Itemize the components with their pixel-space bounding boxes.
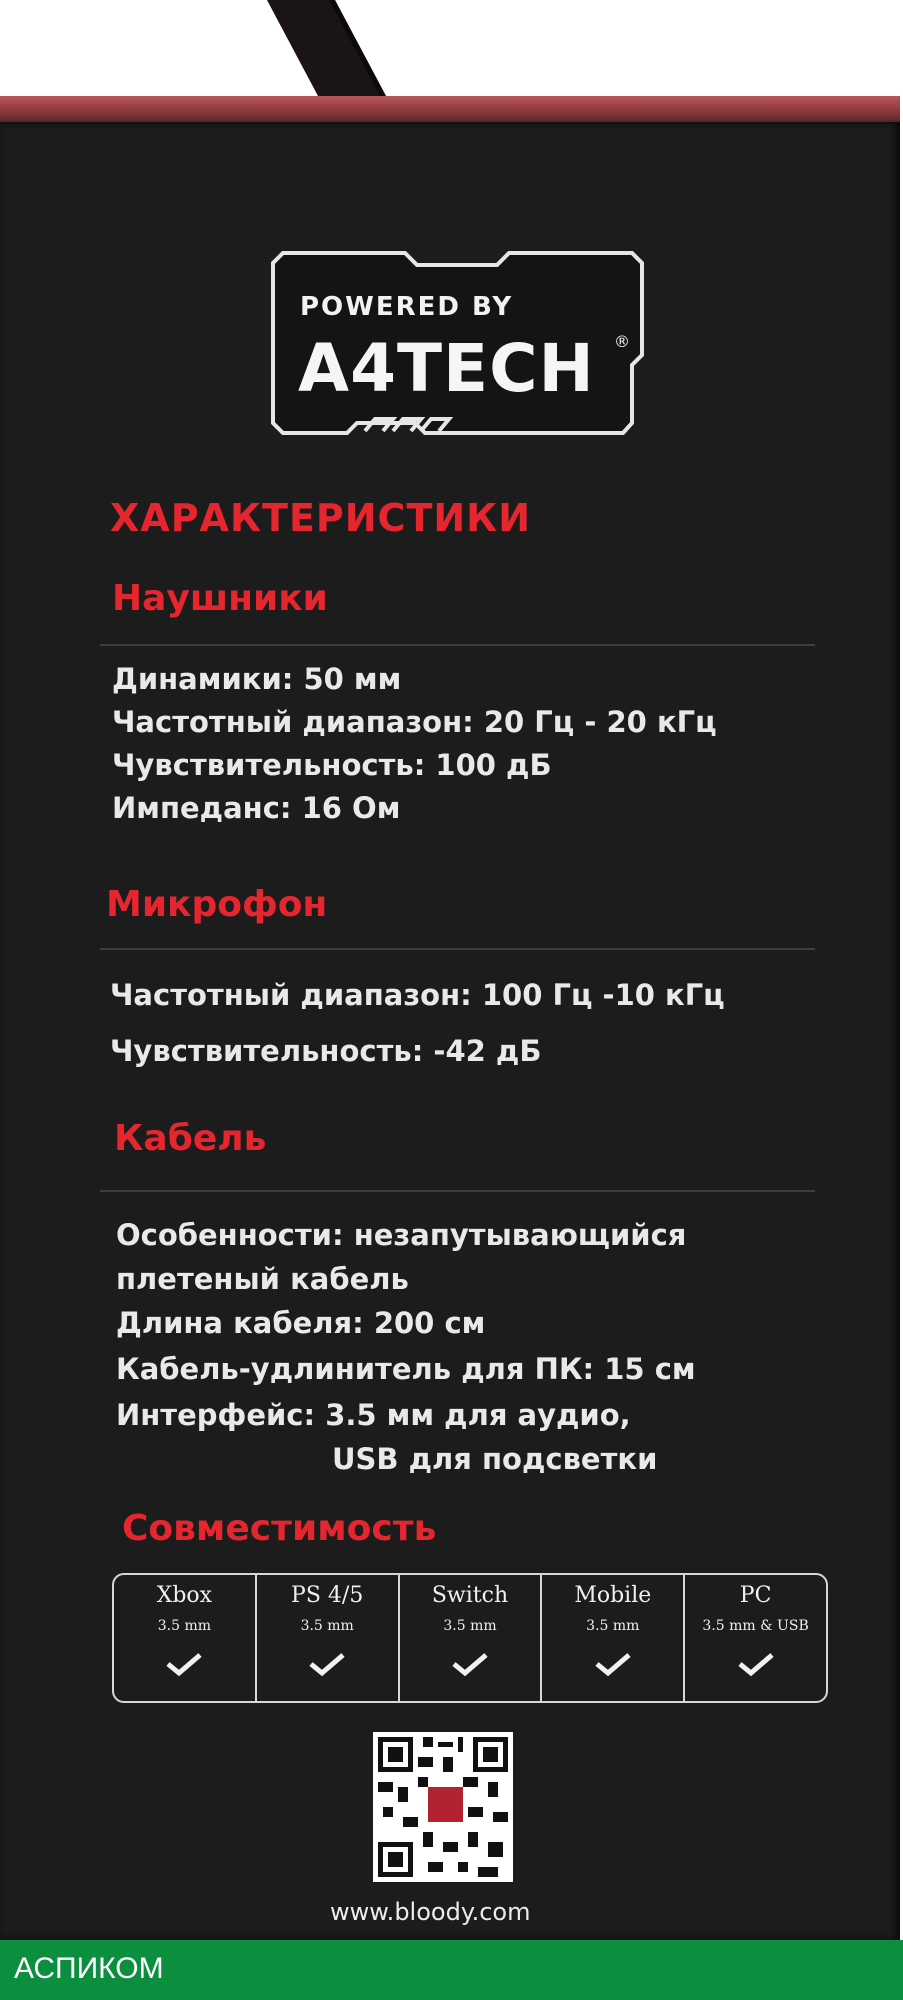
spec-line: Чувствительность: -42 дБ	[110, 1034, 542, 1068]
platform-connector: 3.5 mm	[157, 1618, 212, 1634]
divider	[100, 1190, 815, 1192]
spec-line: Частотный диапазон: 20 Гц - 20 кГц	[112, 705, 717, 739]
compat-cell-switch	[400, 1575, 543, 1701]
spec-line: плетеный кабель	[116, 1262, 409, 1296]
divider	[100, 948, 815, 950]
box-top-edge	[0, 96, 900, 124]
compat-cell-mobile	[542, 1575, 685, 1701]
qr-code	[373, 1732, 513, 1882]
platform-connector: 3.5 mm	[443, 1618, 497, 1634]
spec-line: Кабель-удлинитель для ПК: 15 см	[116, 1352, 696, 1386]
platform-connector: 3.5 mm	[300, 1618, 354, 1634]
check-icon	[593, 1651, 633, 1681]
divider	[100, 644, 815, 646]
platform-name: Mobile	[574, 1583, 652, 1608]
brand-name: A4TECH	[298, 330, 595, 407]
spec-line: Динамики: 50 мм	[112, 662, 402, 696]
spec-line: Чувствительность: 100 дБ	[112, 748, 552, 782]
cable-heading: Кабель	[114, 1118, 267, 1159]
microphone-heading: Микрофон	[106, 884, 328, 925]
spec-line: Особенности: незапутывающийся	[116, 1218, 687, 1252]
platform-name: Switch	[431, 1583, 509, 1608]
compatibility-table	[112, 1573, 828, 1703]
platform-name: Xbox	[156, 1583, 213, 1608]
platform-name: PC	[739, 1583, 772, 1608]
compat-cell-pc	[685, 1575, 826, 1701]
watermark-bar	[0, 1940, 903, 2000]
platform-name: PS 4/5	[291, 1583, 364, 1608]
website-url: www.bloody.com	[330, 1898, 531, 1926]
spec-line: Длина кабеля: 200 см	[116, 1306, 486, 1340]
spec-line: Импеданс: 16 Ом	[112, 791, 401, 825]
compat-cell-ps	[257, 1575, 400, 1701]
spec-line: Интерфейс: 3.5 мм для аудио,	[116, 1398, 631, 1432]
specs-title: ХАРАКТЕРИСТИКИ	[110, 496, 532, 540]
platform-connector: 3.5 mm	[586, 1618, 640, 1634]
powered-by-text: POWERED BY	[300, 292, 514, 322]
spec-line: USB для подсветки	[332, 1442, 658, 1476]
headphones-heading: Наушники	[112, 578, 328, 619]
check-icon	[736, 1651, 776, 1681]
box-tab	[267, 0, 386, 96]
compat-cell-xbox	[114, 1575, 257, 1701]
check-icon	[450, 1651, 490, 1681]
platform-connector: 3.5 mm & USB	[702, 1618, 809, 1634]
check-icon	[164, 1651, 204, 1681]
check-icon	[307, 1651, 347, 1681]
watermark-text: АСПИКОМ	[14, 1952, 164, 1985]
compatibility-heading: Совместимость	[122, 1508, 437, 1549]
spec-line: Частотный диапазон: 100 Гц -10 кГц	[110, 978, 725, 1012]
registered-mark: ®	[614, 332, 630, 351]
